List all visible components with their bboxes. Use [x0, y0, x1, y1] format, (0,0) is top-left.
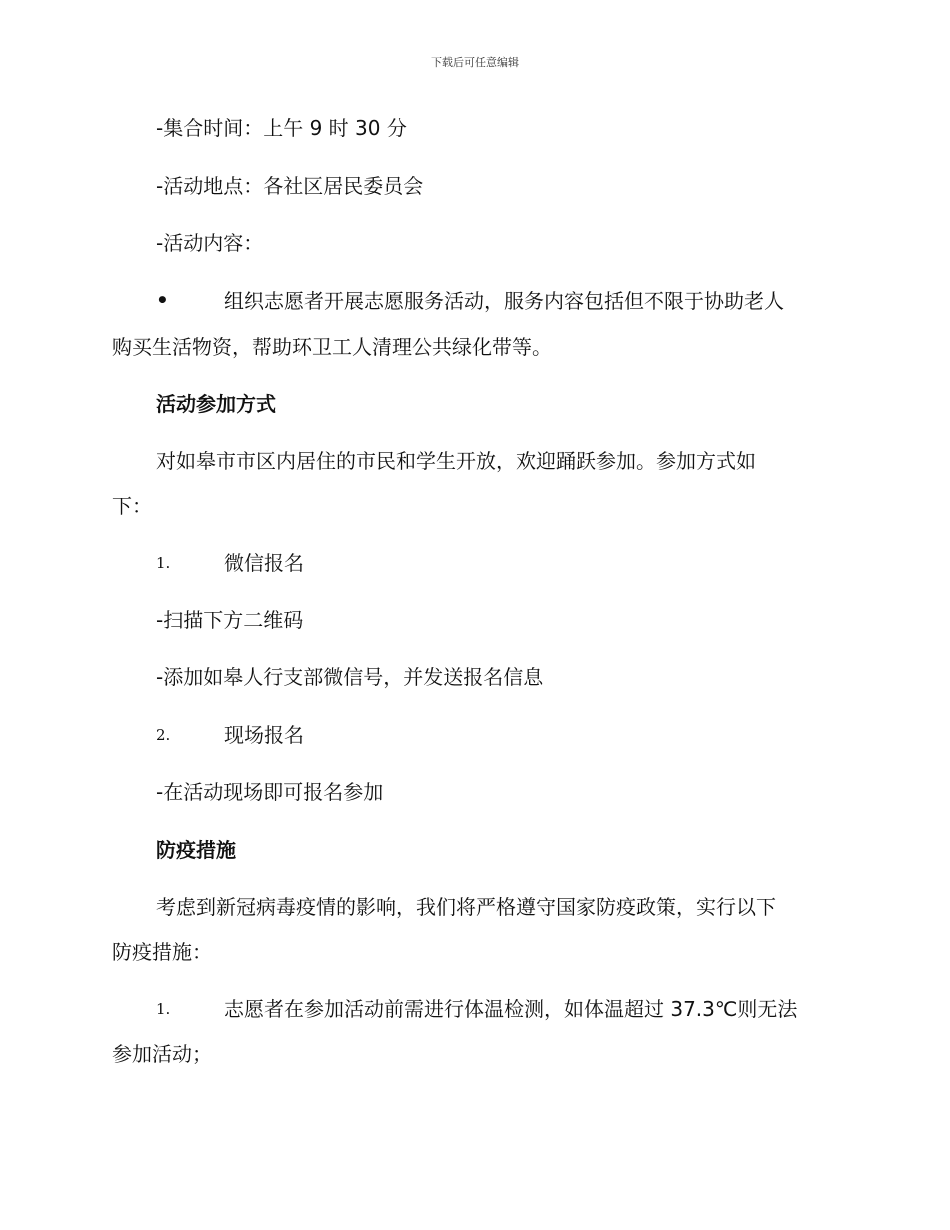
epidemic-intro-line-2: 防疫措施： [112, 940, 212, 964]
participation-intro-line-2: 下： [112, 494, 152, 518]
epidemic-intro-line-1: 考虑到新冠病毒疫情的影响，我们将严格遵守国家防疫政策，实行以下 [156, 895, 776, 919]
epidemic-item-1-line-2: 参加活动； [112, 1042, 212, 1066]
list-marker-epidemic-1: 1. [156, 1000, 171, 1018]
gather-time-line: -集合时间：上午 9 时 30 分 [156, 116, 407, 140]
participation-intro-line-1: 对如皋市市区内居住的市民和学生开放，欢迎踊跃参加。参加方式如 [156, 449, 756, 473]
bullet-text-line-1: 组织志愿者开展志愿服务活动，服务内容包括但不限于协助老人 [224, 289, 784, 313]
location-line: -活动地点：各社区居民委员会 [156, 174, 424, 198]
onsite-signup-label: 现场报名 [224, 723, 304, 747]
epidemic-heading: 防疫措施 [156, 838, 236, 862]
page-header: 下载后可任意编辑 [431, 56, 519, 69]
bullet-text-line-2: 购买生活物资，帮助环卫工人清理公共绿化带等。 [112, 335, 552, 359]
wechat-signup-sub-1: -扫描下方二维码 [156, 608, 304, 632]
wechat-signup-label: 微信报名 [224, 551, 304, 575]
epidemic-item-1-line-1: 志愿者在参加活动前需进行体温检测，如体温超过 37.3℃则无法 [224, 997, 798, 1021]
list-marker-2: 2. [156, 726, 171, 744]
content-label-line: -活动内容： [156, 231, 264, 255]
bullet-marker: • [156, 288, 169, 312]
onsite-signup-sub-1: -在活动现场即可报名参加 [156, 780, 384, 804]
participation-heading: 活动参加方式 [156, 392, 276, 416]
wechat-signup-sub-2: -添加如皋人行支部微信号，并发送报名信息 [156, 665, 544, 689]
list-marker-1: 1. [156, 554, 171, 572]
